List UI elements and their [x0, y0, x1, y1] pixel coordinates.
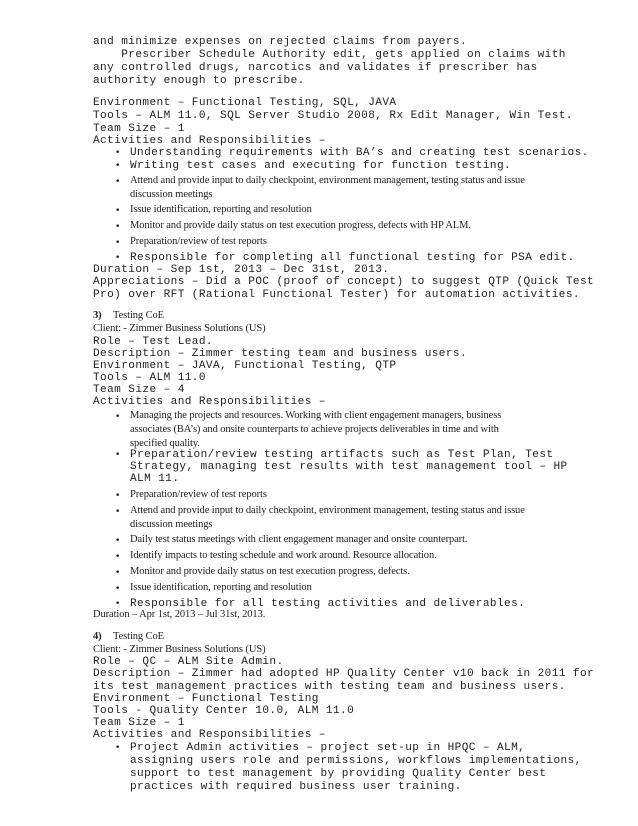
duration-line: Duration – Sep 1st, 2013 – Dec 31st, 2013.	[93, 264, 390, 276]
description-line: Description – Zimmer testing team and business users.	[93, 348, 468, 360]
bullet-icon: •	[115, 161, 121, 171]
list-item: discussion meetings	[130, 189, 213, 200]
list-item: Project Admin activities – project set-up in HPQC – ALM,	[130, 742, 526, 754]
list-item: Writing test cases and executing for function testing.	[130, 160, 512, 172]
tools-line: Tools – ALM 11.0, SQL Server Studio 2008, Rx Edit Manager, Win Test.	[93, 110, 573, 122]
list-item: Identify impacts to testing schedule and work around. Resource allocation.	[130, 550, 437, 561]
description-line: its test management practices with testing team and business users.	[93, 681, 566, 693]
list-item: Preparation/review of test reports	[130, 489, 267, 500]
list-item: Managing the projects and resources. Working with client engagement managers, business	[130, 410, 502, 421]
client-line: Client: - Zimmer Business Solutions (US)	[93, 323, 266, 334]
bullet-icon: •	[115, 412, 121, 422]
list-item: practices with required business user training.	[130, 781, 462, 793]
bullet-icon: •	[115, 568, 121, 578]
list-item: Monitor and provide daily status on test execution progress, defects.	[130, 566, 410, 577]
list-item: Daily test status meetings with client engagement manager and onsite counterpart.	[130, 534, 468, 545]
list-item: ALM 11.	[130, 473, 180, 485]
list-item: support to test management by providing Quality Center best	[130, 768, 547, 780]
list-item: Responsible for completing all functional testing for PSA edit.	[130, 252, 575, 264]
bullet-icon: •	[115, 177, 121, 187]
bullet-icon: •	[115, 584, 121, 594]
team-size-line: Team Size – 1	[93, 123, 185, 135]
bullet-icon: •	[115, 253, 121, 263]
list-item: Issue identification, reporting and resolution	[130, 204, 312, 215]
activities-heading: Activities and Responsibilities –	[93, 729, 326, 741]
client-line: Client: - Zimmer Business Solutions (US)	[93, 644, 266, 655]
bullet-icon: •	[115, 599, 121, 609]
list-item: assigning users role and permissions, workflows implementations,	[130, 755, 582, 767]
bullet-icon: •	[115, 507, 121, 517]
tools-line: Tools – ALM 11.0	[93, 372, 206, 384]
list-item: specified quality.	[130, 438, 200, 449]
environment-line: Environment – Functional Testing	[93, 693, 319, 705]
role-line: Role – QC – ALM Site Admin.	[93, 656, 284, 668]
top-text-line: and minimize expenses on rejected claims from payers.	[93, 36, 468, 48]
list-item: Preparation/review of test reports	[130, 236, 267, 247]
tools-line: Tools - Quality Center 10.0, ALM 11.0	[93, 705, 355, 717]
appreciations-line: Pro) over RFT (Rational Functional Tester) for automation activities.	[93, 289, 580, 301]
list-item: Monitor and provide daily status on test execution progress, defects with HP ALM.	[130, 220, 471, 231]
bullet-icon: •	[115, 222, 121, 232]
bullet-icon: •	[115, 238, 121, 248]
project-heading: Testing CoE	[113, 310, 164, 321]
project-number: 4)	[93, 631, 102, 642]
list-item: discussion meetings	[130, 519, 213, 530]
list-item: Attend and provide input to daily checkpoint, environment management, testing status and issue	[130, 505, 525, 516]
bullet-icon: •	[115, 148, 121, 158]
bullet-icon: •	[115, 743, 121, 753]
list-item: Responsible for all testing activities and deliverables.	[130, 598, 526, 610]
list-item: Understanding requirements with BA’s and creating test scenarios.	[130, 147, 589, 159]
top-text-line: authority enough to prescribe.	[93, 75, 305, 87]
list-item: associates (BA’s) and onsite counterparts to achieve projects deliverables in time and with	[130, 424, 499, 435]
activities-heading: Activities and Responsibilities –	[93, 396, 326, 408]
environment-line: Environment – Functional Testing, SQL, JAVA	[93, 97, 397, 109]
role-line: Role – Test Lead.	[93, 336, 213, 348]
list-item: Attend and provide input to daily checkpoint, environment management, testing status and issue	[130, 175, 525, 186]
list-item: Preparation/review testing artifacts such as Test Plan, Test	[130, 449, 554, 461]
project-heading: Testing CoE	[113, 631, 164, 642]
bullet-icon: •	[115, 491, 121, 501]
list-item: Strategy, managing test results with test management tool – HP	[130, 461, 568, 473]
bullet-icon: •	[115, 450, 121, 460]
description-line: Description – Zimmer had adopted HP Quality Center v10 back in 2011 for	[93, 668, 595, 680]
top-text-line: any controlled drugs, narcotics and validates if prescriber has	[93, 62, 538, 74]
duration-line: Duration – Apr 1st, 2013 – Jul 31st, 2013.	[93, 609, 266, 620]
team-size-line: Team Size – 4	[93, 384, 185, 396]
bullet-icon: •	[115, 206, 121, 216]
environment-line: Environment – JAVA, Functional Testing, QTP	[93, 360, 397, 372]
appreciations-line: Appreciations – Did a POC (proof of concept) to suggest QTP (Quick Test	[93, 276, 595, 288]
activities-heading: Activities and Responsibilities –	[93, 135, 326, 147]
team-size-line: Team Size – 1	[93, 717, 185, 729]
list-item: Issue identification, reporting and resolution	[130, 582, 312, 593]
bullet-icon: •	[115, 552, 121, 562]
bullet-icon: •	[115, 536, 121, 546]
top-text-line: Prescriber Schedule Authority edit, gets applied on claims with	[93, 49, 566, 61]
project-number: 3)	[93, 310, 102, 321]
